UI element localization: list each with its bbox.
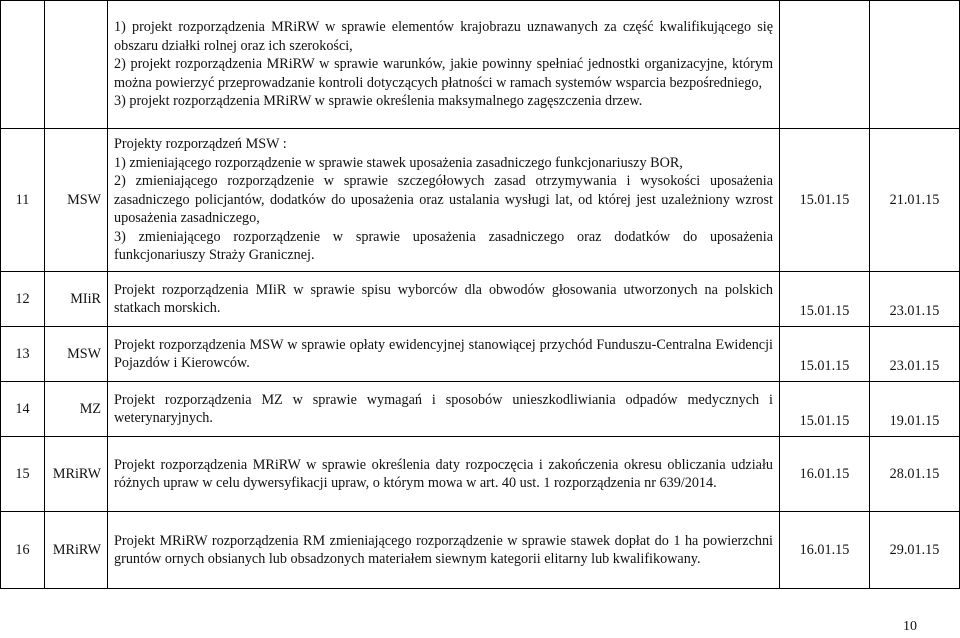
table-row	[1, 272, 960, 327]
row-date-received: 15.01.15	[780, 382, 870, 437]
table-row	[1, 327, 960, 382]
description-line: 2) zmieniającego rozporządzenie w sprawie szczegółowych zasad otrzymywania i wysokości uposażenia zasadniczego policjantów, dodatków do uposażenia oraz ustalania wysługi lat, od której jest uzależniony wzrost uposażenia zasadniczego,	[114, 173, 773, 227]
row-description	[108, 1, 780, 129]
row-date-received	[780, 1, 870, 129]
description-line: Projekt rozporządzenia MRiRW w sprawie określenia daty rozpoczęcia i zakończenia okresu obliczania udziału różnych upraw w celu dywersyfikacji upraw, o którym mowa w art. 40 ust. 1 rozporządzenia nr 639/2014.	[114, 456, 773, 491]
row-institution: MZ	[45, 382, 108, 437]
row-description	[108, 327, 780, 382]
row-institution: MRiRW	[45, 437, 108, 512]
row-date-received: 16.01.15	[780, 437, 870, 512]
row-description	[108, 129, 780, 272]
table-row	[1, 129, 960, 272]
row-date-received: 15.01.15	[780, 129, 870, 272]
row-institution	[45, 1, 108, 129]
table-row	[1, 437, 960, 512]
row-description	[108, 272, 780, 327]
description-line: Projekt rozporządzenia MIiR w sprawie spisu wyborców dla obwodów głosowania utworzonych na polskich statkach morskich.	[114, 281, 773, 316]
description-line: 2) projekt rozporządzenia MRiRW w sprawie warunków, jakie powinny spełniać jednostki organizacyjne, którym można powierzyć przeprowadzanie kontroli dotyczących płatności w ramach systemów wsparcia bezpośredniego,	[114, 56, 773, 91]
row-date-deadline: 19.01.15	[870, 382, 960, 437]
row-description	[108, 437, 780, 512]
row-date-deadline: 28.01.15	[870, 437, 960, 512]
table-row	[1, 1, 960, 129]
row-description	[108, 512, 780, 589]
row-date-deadline: 23.01.15	[870, 272, 960, 327]
row-number: 15	[1, 437, 45, 512]
row-institution: MSW	[45, 327, 108, 382]
row-number: 14	[1, 382, 45, 437]
row-date-deadline: 29.01.15	[870, 512, 960, 589]
description-line: 3) zmieniającego rozporządzenie w sprawie uposażenia zasadniczego oraz dodatków do uposażenia funkcjonariuszy Straży Granicznej.	[114, 228, 773, 264]
row-institution: MSW	[45, 129, 108, 272]
description-line: 1) zmieniającego rozporządzenie w sprawie stawek uposażenia zasadniczego funkcjonariuszy BOR,	[114, 154, 683, 171]
row-number: 16	[1, 512, 45, 589]
row-institution: MIiR	[45, 272, 108, 327]
row-number: 13	[1, 327, 45, 382]
description-line: Projekt MRiRW rozporządzenia RM zmieniającego rozporządzenie w sprawie stawek dopłat do 1 ha powierzchni gruntów ornych obsianych lub obsadzonych materiałem siewnym kategorii elitarny lub kwalifikowany.	[114, 532, 773, 567]
description-line: Projekt rozporządzenia MSW w sprawie opłaty ewidencyjnej stanowiącej przychód Funduszu-Centralna Ewidencji Pojazdów i Kierowców.	[114, 336, 773, 371]
description-line: 1) projekt rozporządzenia MRiRW w sprawie elementów krajobrazu uznawanych za część kwalifikującego się obszaru działki rolnej oraz ich szerokości,	[114, 19, 773, 54]
table-row	[1, 382, 960, 437]
page-number: 10	[903, 619, 917, 634]
description-line: 3) projekt rozporządzenia MRiRW w sprawie określenia maksymalnego zagęszczenia drzew.	[114, 93, 643, 110]
row-number: 12	[1, 272, 45, 327]
row-date-received: 15.01.15	[780, 272, 870, 327]
row-number: 11	[1, 129, 45, 272]
row-date-deadline: 23.01.15	[870, 327, 960, 382]
row-description	[108, 382, 780, 437]
row-number	[1, 1, 45, 129]
table-row	[1, 512, 960, 589]
row-date-deadline: 21.01.15	[870, 129, 960, 272]
row-institution: MRiRW	[45, 512, 108, 589]
row-date-received: 16.01.15	[780, 512, 870, 589]
description-line: Projekt rozporządzenia MZ w sprawie wymagań i sposobów unieszkodliwiania odpadów medycznych i weterynaryjnych.	[114, 391, 773, 426]
row-date-deadline	[870, 1, 960, 129]
row-date-received: 15.01.15	[780, 327, 870, 382]
description-line: Projekty rozporządzeń MSW :	[114, 136, 287, 153]
